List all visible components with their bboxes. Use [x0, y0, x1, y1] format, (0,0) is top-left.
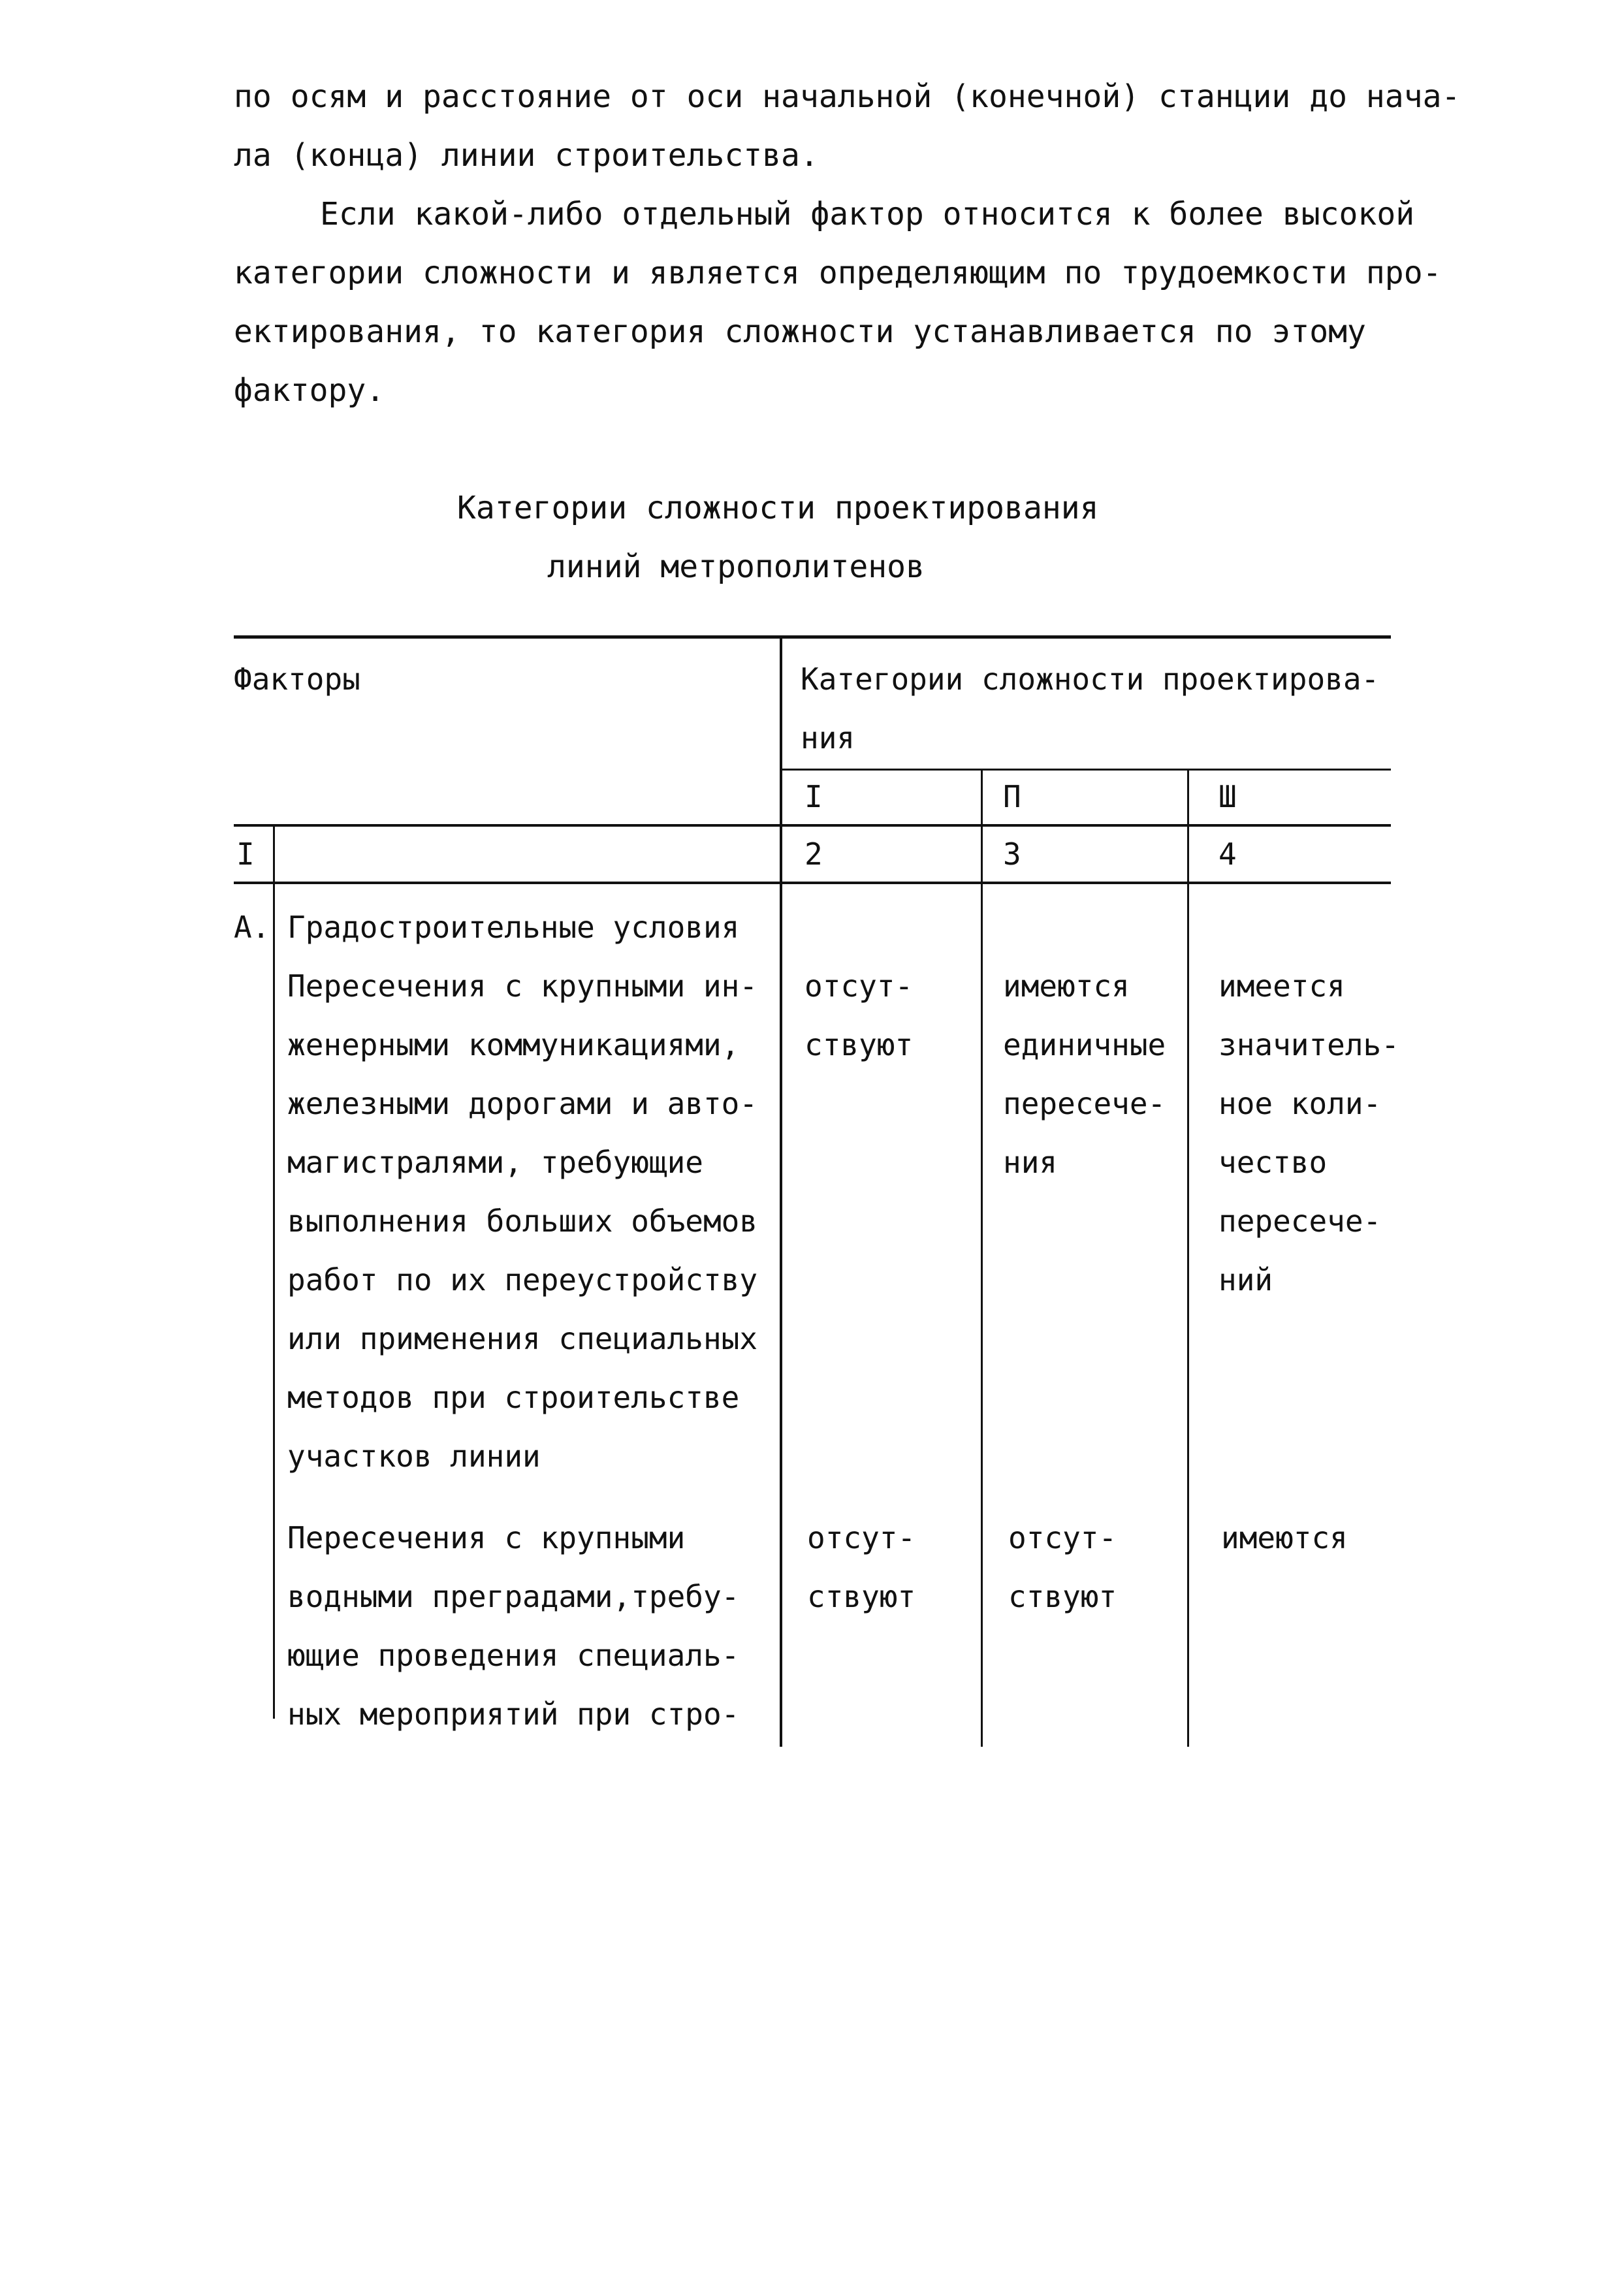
table-row-cat3: имеется значитель- ное коли- чество пересече- ний — [1218, 968, 1399, 1297]
paragraph-line: ектирования, то категория сложности устанавливается по этому — [234, 313, 1366, 350]
table-row-cat1: отсут- ствуют — [807, 1520, 916, 1614]
table-row-factor: Пересечения с крупными водными преградами,требу- ющие проведения специаль- ных мероприятий при стро- — [287, 1520, 740, 1732]
column-divider — [780, 635, 782, 1747]
paragraph-line: категории сложности и является определяющим по трудоемкости про- — [234, 255, 1442, 291]
column-divider — [1187, 769, 1189, 1747]
paragraph-line: фактору. — [234, 372, 385, 409]
table-row-cat2: имеются единичные пересече- ния — [1003, 968, 1166, 1180]
column-number: 3 — [1003, 836, 1021, 872]
column-divider — [981, 769, 983, 1747]
table-row-cat1: отсут- ствуют — [804, 968, 914, 1062]
table-row-factor: Пересечения с крупными ин- женерными коммуникациями, железными дорогами и авто- магистралями, требующие выполнения больших объемов работ по их переустройству или применения специальных методов при строительстве участков линии — [287, 968, 758, 1474]
paragraph-line: ла (конца) линии строительства. — [234, 137, 819, 174]
paragraph-line: Если какой-либо отдельный фактор относится к более высокой — [320, 196, 1415, 232]
column-number: 4 — [1218, 836, 1237, 872]
column-number: I — [236, 836, 255, 872]
table-row-cat3: имеются — [1221, 1520, 1348, 1555]
paragraph-line: по осям и расстояние от оси начальной (конечной) станции до нача- — [234, 78, 1461, 115]
column-divider — [273, 824, 275, 1719]
header-categories-cont: ния — [801, 720, 855, 756]
table-top-rule — [234, 635, 1391, 639]
header-category-2: П — [1003, 779, 1021, 814]
header-bottom-rule — [234, 824, 1391, 827]
column-number-rule — [234, 882, 1391, 884]
column-number: 2 — [804, 836, 823, 872]
section-letter: А. — [234, 910, 270, 945]
table-caption-line: линий метрополитенов — [547, 549, 925, 585]
header-categories: Категории сложности проектирова- — [801, 661, 1380, 697]
table-row-cat2: отсут- ствуют — [1008, 1520, 1117, 1614]
header-category-1: I — [804, 779, 823, 814]
table-caption-line: Категории сложности проектирования — [457, 490, 1099, 526]
category-header-rule — [781, 769, 1391, 771]
header-category-3: Ш — [1218, 779, 1237, 814]
section-title: Градостроительные условия — [287, 910, 740, 945]
header-factors: Факторы — [234, 661, 360, 697]
